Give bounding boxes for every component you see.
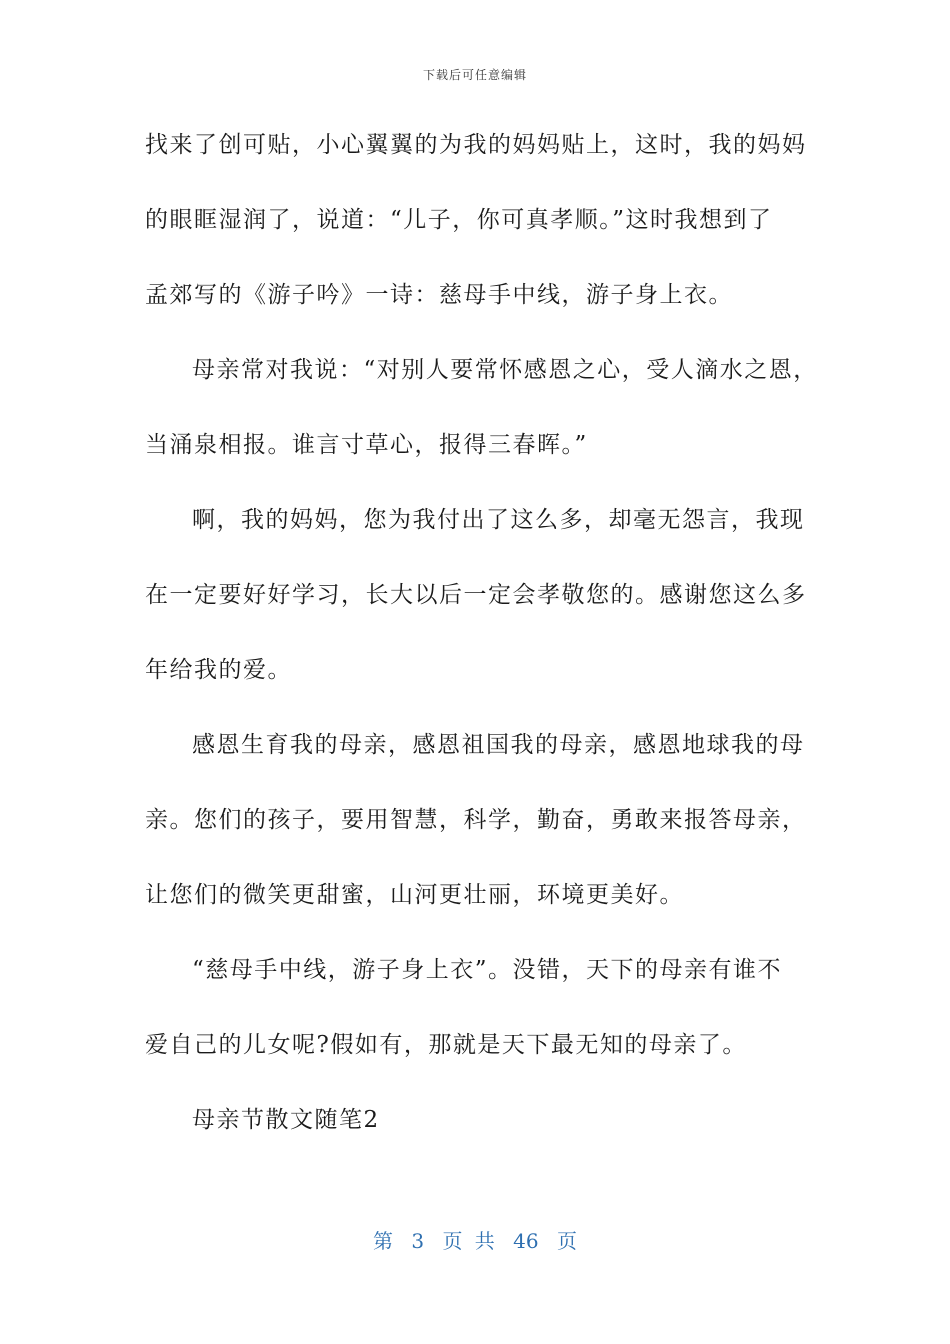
text-line: 感恩生育我的母亲，感恩祖国我的母亲，感恩地球我的母 [192,732,805,758]
text-line: “慈母手中线，游子身上衣”。没错，天下的母亲有谁不 [192,957,783,983]
text-line: 母亲常对我说：“对别人要常怀感恩之心，受人滴水之恩， [192,357,818,383]
text-line: 的眼眶湿润了，说道：“儿子，你可真孝顺。”这时我想到了 [145,207,773,233]
text-line: 年给我的爱。 [145,657,292,683]
text-line: 亲。您们的孩子，要用智慧，科学，勤奋，勇敢来报答母亲， [145,807,807,833]
text-line: 当涌泉相报。谁言寸草心，报得三春晖。” [145,432,588,458]
total-page-count: 46 [513,1229,539,1253]
page-footer [0,1225,950,1254]
current-page-number: 3 [411,1229,425,1253]
page-header: 下载后可任意编辑 [422,68,527,82]
text-line: 在一定要好好学习，长大以后一定会孝敬您的。感谢您这么多 [145,582,807,608]
section-heading: 母亲节散文随笔2 [192,1107,380,1133]
text-line: 找来了创可贴，小心翼翼的为我的妈妈贴上，这时，我的妈妈 [145,132,807,158]
text-line: 啊，我的妈妈，您为我付出了这么多，却毫无怨言，我现 [192,507,805,533]
text-line: 爱自己的儿女呢?假如有，那就是天下最无知的母亲了。 [145,1032,747,1058]
text-line: 让您们的微笑更甜蜜，山河更壮丽，环境更美好。 [145,882,684,908]
document-body [145,122,818,1172]
footer-mid: 页 共 [442,1229,495,1253]
text-line: 孟郊写的《游子吟》一诗：慈母手中线，游子身上衣。 [145,282,733,308]
footer-suffix: 页 [556,1229,577,1253]
footer-prefix: 第 [373,1229,393,1253]
